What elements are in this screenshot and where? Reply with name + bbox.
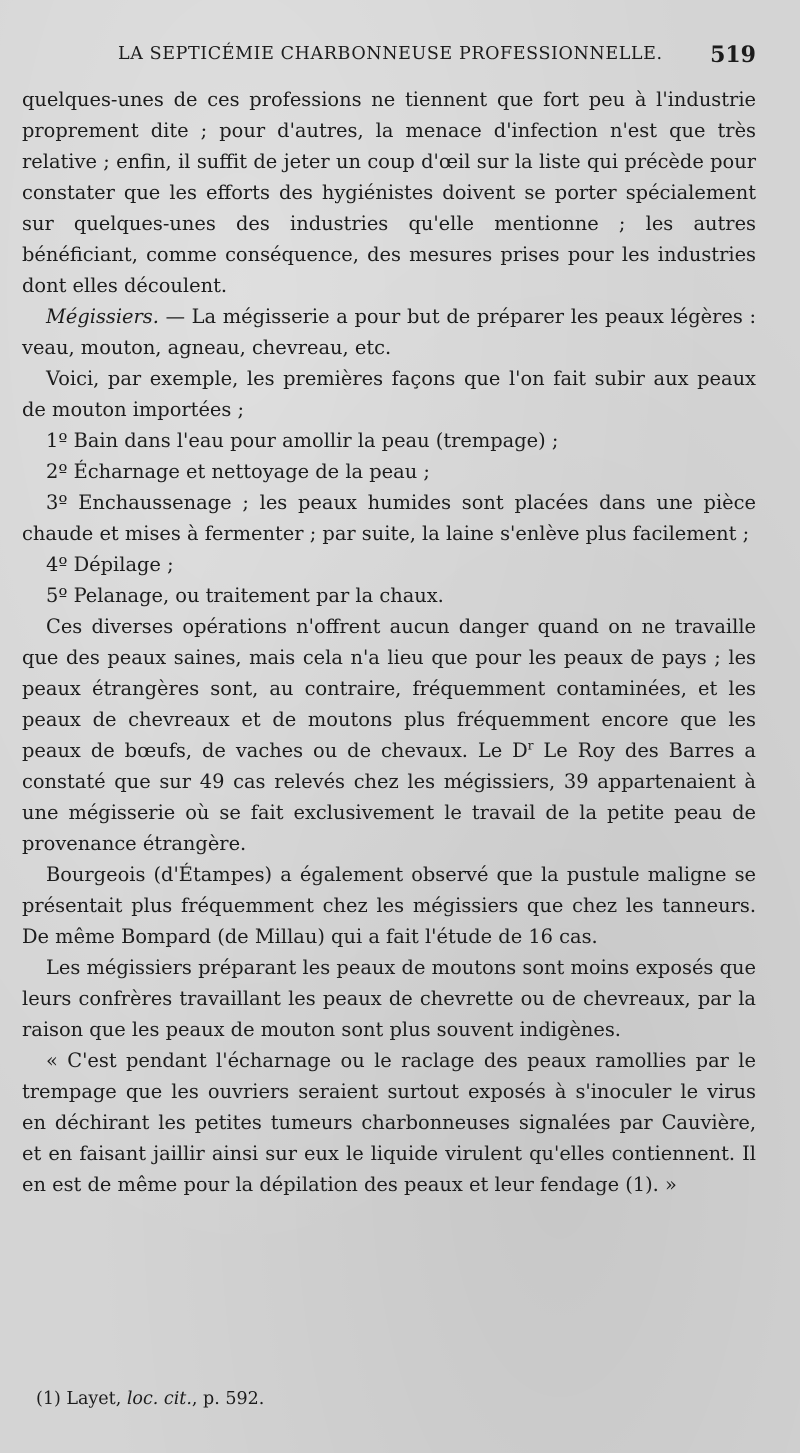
body-text <box>22 84 756 1200</box>
paragraph-megissiers-text: — La mégisserie a pour but de préparer les peaux légères : veau, mouton, agneau, chevreau, etc. <box>22 305 756 359</box>
footnote <box>36 1386 756 1412</box>
paragraph-7-quote: « C'est pendant l'écharnage ou le raclage des peaux ramollies par le trempage que les ouvriers seraient surtout exposés à s'inoculer le virus en déchirant les petites tumeurs charbonneuses signalées par Cauvière, et en faisant jaillir ainsi sur eux le liquide virulent qu'elles contiennent. Il en est de même pour la dépilation des peaux et leur fendage (1). » <box>22 1049 756 1196</box>
footnote-mark: (1) <box>36 1389 61 1409</box>
paragraph-megissiers <box>22 301 756 363</box>
superscript-r: r <box>527 738 534 753</box>
list-item-2: 2º Écharnage et nettoyage de la peau ; <box>46 460 430 483</box>
list-item-4: 4º Dépilage ; <box>46 553 174 576</box>
paragraph-1: quelques-unes de ces professions ne tiennent que fort peu à l'industrie proprement dite ; pour d'autres, la menace d'infection n'est que très relative ; enfin, il suffit de jeter un coup d'œil sur la liste qui précède pour constater que les efforts des hygiénistes doivent se porter spécialement sur quelques-unes des industries qu'elle mentionne ; les autres bénéficiant, comme conséquence, des mesures prises pour les industries dont elles découlent. <box>22 88 756 297</box>
list-item-1: 1º Bain dans l'eau pour amollir la peau (trempage) ; <box>46 429 559 452</box>
paragraph-4 <box>22 611 756 859</box>
list-item-3: 3º Enchaussenage ; les peaux humides sont placées dans une pièce chaude et mises à fermenter ; par suite, la laine s'enlève plus facilement ; <box>22 491 756 545</box>
page-number: 519 <box>710 42 756 68</box>
paragraph-4-part-a: Ces diverses opérations n'offrent aucun danger quand on ne travaille que des peaux saines, mais cela n'a lieu que pour les peaux de pays ; les peaux étrangères sont, au contraire, fréquemment contaminées, et les peaux de chevreaux et de moutons plus fréquemment encore que les peaux de bœufs, de vaches ou de chevaux. Le D <box>22 615 756 762</box>
footnote-ref: loc. cit. <box>126 1389 192 1409</box>
page-header <box>22 44 758 74</box>
paragraph-5: Bourgeois (d'Étampes) a également observé que la pustule maligne se présentait plus fréquemment chez les mégissiers que chez les tanneurs. De même Bompard (de Millau) qui a fait l'étude de 16 cas. <box>22 863 756 948</box>
paragraph-4-part-b: Le Roy des Barres a constaté que sur 49 cas relevés chez les mégissiers, 39 appartenaient à une mégisserie où se fait exclusivement le travail de la petite peau de provenance étrangère. <box>22 739 756 855</box>
running-title: LA SEPTICÉMIE CHARBONNEUSE PROFESSIONNELLE. <box>118 44 663 64</box>
footnote-author: Layet, <box>60 1389 127 1409</box>
section-label: Mégissiers. <box>46 305 159 328</box>
paragraph-3: Voici, par exemple, les premières façons que l'on fait subir aux peaux de mouton importées ; <box>22 367 756 421</box>
list-item-5: 5º Pelanage, ou traitement par la chaux. <box>46 584 444 607</box>
paragraph-6: Les mégissiers préparant les peaux de moutons sont moins exposés que leurs confrères travaillant les peaux de chevrette ou de chevreaux, par la raison que les peaux de mouton sont plus souvent indigènes. <box>22 956 756 1041</box>
footnote-page: , p. 592. <box>191 1389 265 1409</box>
